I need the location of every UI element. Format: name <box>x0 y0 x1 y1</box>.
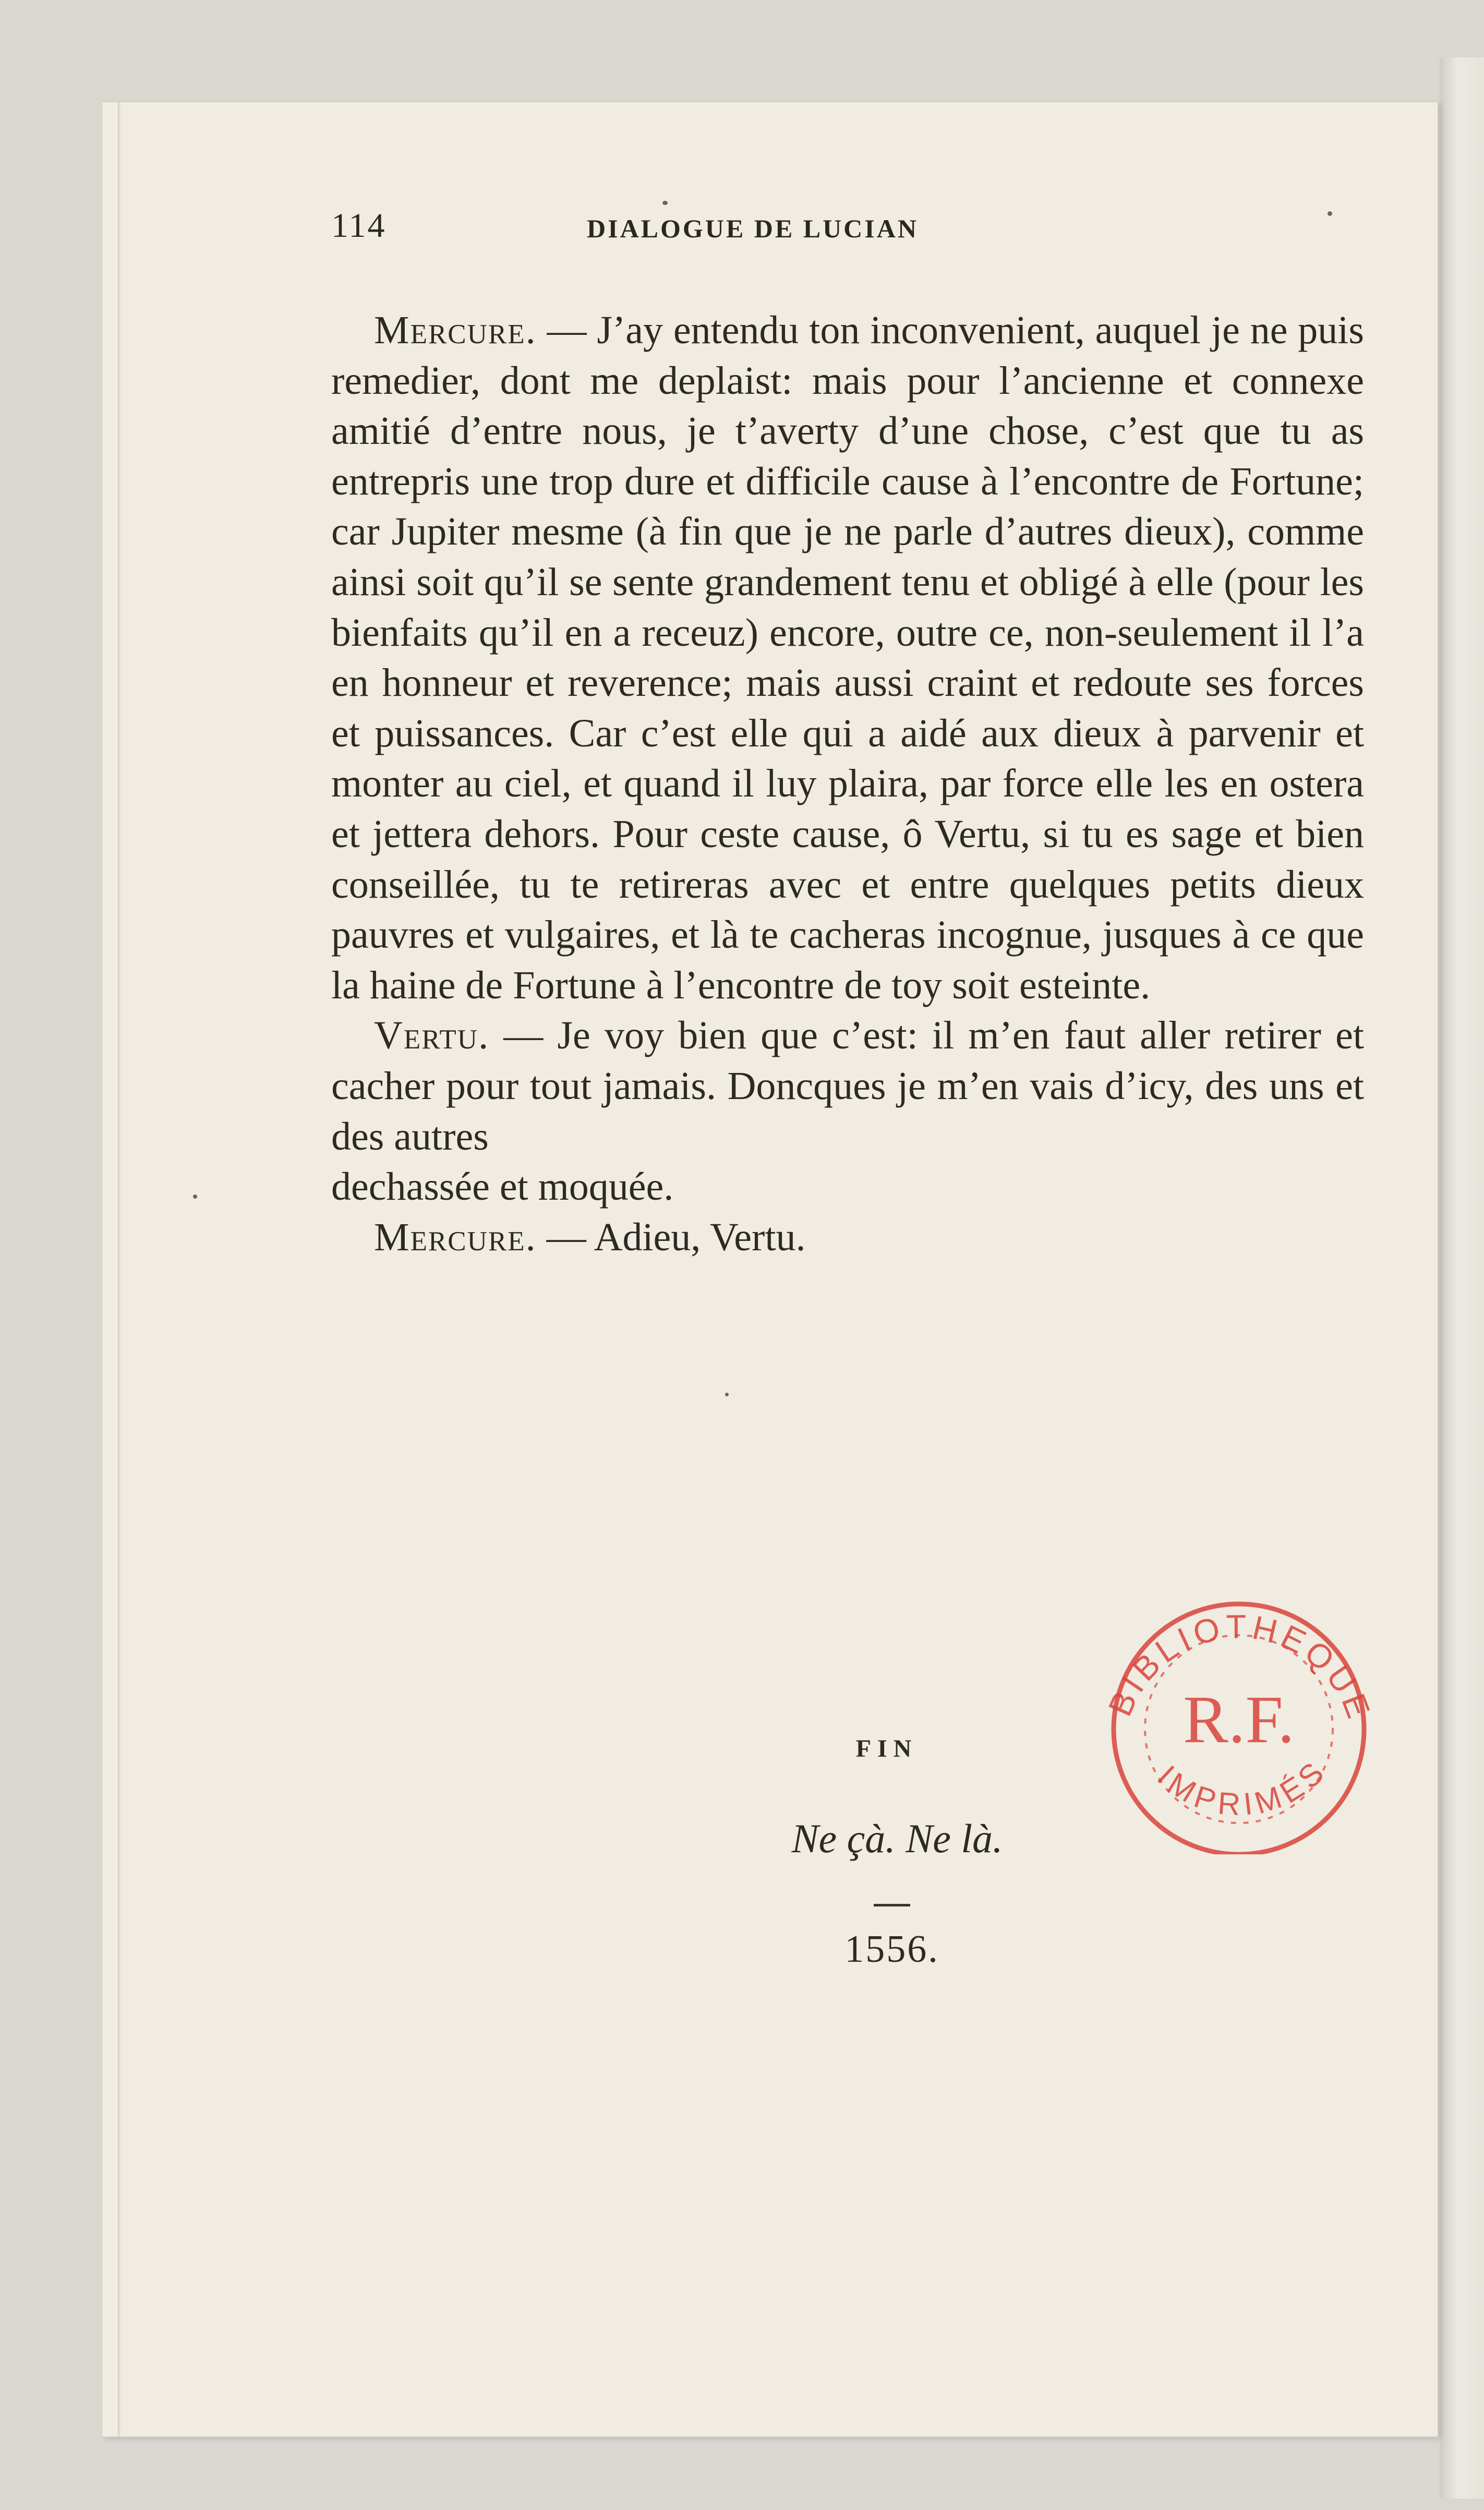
publication-year: 1556. <box>844 1928 939 1971</box>
page-header <box>331 206 1322 253</box>
paper-speck <box>1328 211 1332 216</box>
paragraph-vertu <box>331 1010 1364 1162</box>
paragraph-mercure-2 <box>331 1212 1364 1263</box>
library-stamp <box>1051 1562 1406 1854</box>
page-number: 114 <box>331 207 387 245</box>
stamp-bottom-text: IMPRIMÉS <box>1151 1752 1334 1823</box>
paragraph-text: — Adieu, Vertu. <box>536 1215 806 1259</box>
speaker-name: Mercure. <box>374 1215 537 1259</box>
fin-label: FIN <box>855 1735 918 1763</box>
paper-speck <box>725 1393 729 1396</box>
adjacent-page-edge <box>1440 57 1484 2499</box>
stamp-center-text: R.F. <box>1183 1682 1295 1757</box>
paragraph-text: — J’ay entendu ton inconvenient, auquel je ne puis remedier, dont me deplaist: mais pour l’ancienne et connexe amitié d’entre nous, je t’averty d’une chose, c’est que tu as entrepris une trop dure et difficile cause à l’encontre de Fortune; car Jupiter mesme (à fin que je ne parle d’autres dieux), comme ainsi soit qu’il se sente grandement tenu et obligé à elle (pour les bienfaits qu’il en a receuz) encore, outre ce, non-seulement il l’a en honneur et reverence; mais aussi craint et redoute ses forces et puissances. Car c’est elle qui a aidé aux dieux à parvenir et monter au ciel, et quand il luy plaira, par force elle les en ostera et jettera dehors. Pour ceste cause, ô Vertu, si tu es sage et bien conseillée, tu te retireras avec et entre quelques petits dieux pauvres et vulgaires, et là te cacheras incognue, jusques à ce que la haine de Fortune à l’encontre de toy soit esteinte. <box>331 308 1364 1007</box>
printer-motto: Ne çà. Ne là. <box>791 1816 1003 1861</box>
paragraph-text: dechassée et moquée. <box>331 1165 674 1209</box>
running-title: DIALOGUE DE LUCIAN <box>587 214 919 243</box>
speaker-name: Mercure. <box>374 308 537 352</box>
paper-speck <box>662 201 668 205</box>
short-rule <box>874 1904 910 1906</box>
paragraph-mercure-1 <box>331 305 1364 1010</box>
paper-speck <box>193 1194 197 1199</box>
dialogue-text <box>331 305 1364 1262</box>
speaker-name: Vertu. <box>374 1013 490 1058</box>
stamp-top-text: BIBLIOTHEQUE <box>1101 1608 1379 1727</box>
paragraph-vertu-continued <box>331 1162 1364 1212</box>
paragraph-text: — Je voy bien que c’est: il m’en faut aller retirer et cacher pour tout jamais. Doncques je m’en vais d’icy, des uns et des autres <box>331 1013 1364 1159</box>
